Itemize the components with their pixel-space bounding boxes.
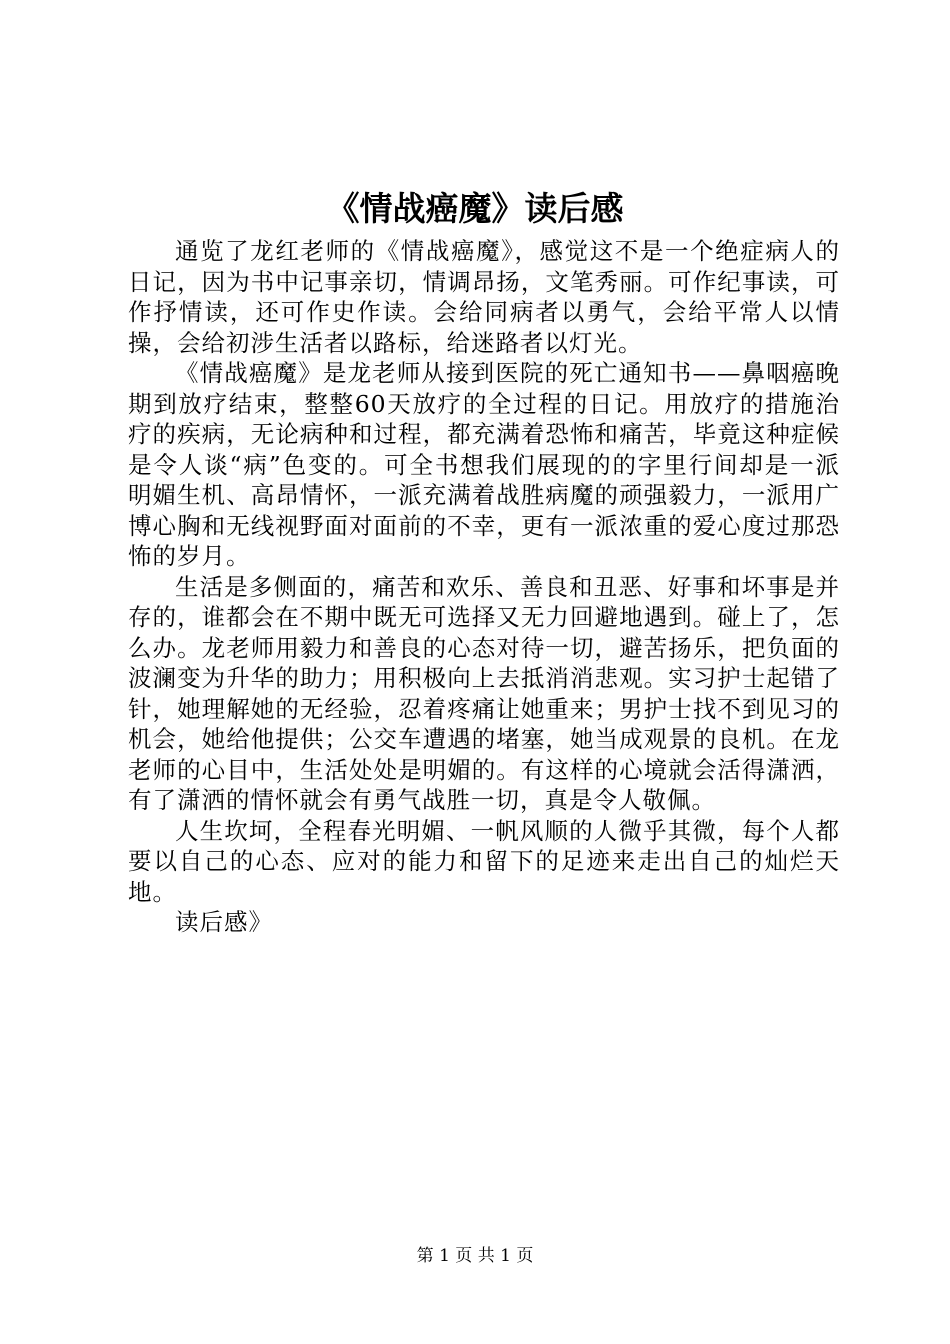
- paragraph-3: 生活是多侧面的，痛苦和欢乐、善良和丑恶、好事和坏事是并存的，谁都会在不期中既无可选择又无力回避地遇到。碰上了，怎么办。龙老师用毅力和善良的心态对待一切，避苦扬乐，把负面的波澜变为升华的助力；用积极向上去抵消消悲观。实习护士起错了针，她理解她的无经验，忍着疼痛让她重来；男护士找不到见习的机会，她给他提供；公交车遭遇的堵塞，她当成观景的良机。在龙老师的心目中，生活处处是明媚的。有这样的心境就会活得潇洒，有了潇洒的情怀就会有勇气战胜一切，真是令人敬佩。: [128, 572, 840, 814]
- document-body: [128, 236, 840, 938]
- paragraph-1: 通览了龙红老师的《情战癌魔》，感觉这不是一个绝症病人的日记，因为书中记事亲切，情调昂扬，文笔秀丽。可作纪事读，可作抒情读，还可作史作读。会给同病者以勇气，会给平常人以情操，会给初涉生活者以路标，给迷路者以灯光。: [128, 237, 840, 357]
- document-title: 《情战癌魔》读后感: [326, 189, 624, 228]
- document-tail-text: 读后感》: [175, 908, 273, 936]
- page-footer: 第 1 页 共 1 页: [416, 1246, 534, 1266]
- paragraph-4: 人生坎坷，全程春光明媚、一帆风顺的人微乎其微，每个人都要以自己的心态、应对的能力和留下的足迹来走出自己的灿烂天地。: [128, 816, 840, 906]
- paragraph-2: 《情战癌魔》是龙老师从接到医院的死亡通知书——鼻咽癌晚期到放疗结束，整整60天放疗的全过程的日记。用放疗的措施治疗的疾病，无论病种和过程，都充满着恐怖和痛苦，毕竟这种症候是令人谈“病”色变的。可全书想我们展现的的字里行间却是一派明媚生机、高昂情怀，一派充满着战胜病魔的顽强毅力，一派用广博心胸和无线视野面对面前的不幸，更有一派浓重的爱心度过那恐怖的岁月。: [128, 359, 840, 570]
